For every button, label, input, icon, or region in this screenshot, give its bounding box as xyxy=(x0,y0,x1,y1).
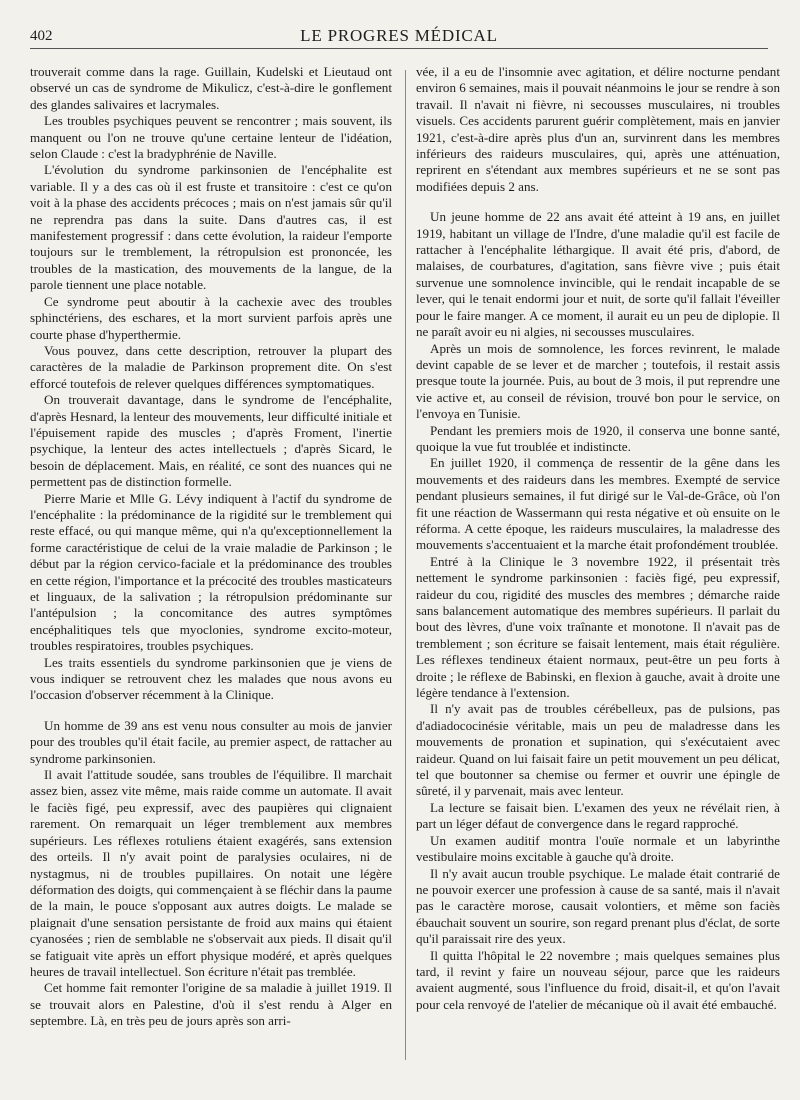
paragraph: Les troubles psychiques peuvent se rencontrer ; mais souvent, ils manquent ou l'on ne trouve qu'une certaine lenteur de l'idéation, selon Claude : c'est la bradyphrénie de Naville. xyxy=(30,113,392,162)
paragraph: Il n'y avait aucun trouble psychique. Le malade était contrarié de ne pouvoir exercer une profession à cause de sa santé, mais il n'avait pas le caractère morose, causait volontiers, et même son faciès ébauchait souvent un sourire, son regard prenant plus d'éclat, de sorte qu'il paraissait rire des yeux. xyxy=(416,865,780,947)
paragraph: Il avait l'attitude soudée, sans troubles de l'équilibre. Il marchait assez bien, assez vite même, mais raide comme un automate. Il avait le faciès figé, peu expressif, avec des paupières qui clignaient rarement. On remarquait un léger tremblement aux membres supérieurs. Les réflexes rotuliens étaient exagérés, sans extension des orteils. Il n'y avait point de paralysies oculaires, ni de nystagmus, ni de troubles pupillaires. On notait une légère déformation des doigts, qui commençaient à se fléchir dans la paume de la main, le pouce s'opposant aux autres doigts. Le malade se plaignait d'une sensation persistante de froid aux mains qui étaient cyanosées ; rien de semblable ne s'observait aux pieds. Il disait qu'il se fatiguait vite après un effort physique modéré, et après quelques heures de travail intellectuel. Son écriture n'était pas tremblée. xyxy=(30,767,392,979)
paragraph: Il n'y avait pas de troubles cérébelleux, pas de pulsions, pas d'adiadococinésie véritable, mais un peu de maladresse dans les mouvements de pronation et supination, qui s'exécutaient avec raideur. Quand on lui faisait faire un petit mouvement un peu délicat, tel que boutonner sa chemise ou fermer et ouvrir une épingle de sûreté, il y parvenait, mais avec lenteur. xyxy=(416,701,780,799)
journal-title: LE PROGRES MÉDICAL xyxy=(300,26,498,45)
paragraph: On trouverait davantage, dans le syndrome de l'encéphalite, d'après Hesnard, la lenteur des mouvements, leur difficulté initiale et l'épuisement rapide des muscles ; d'après Froment, l'inertie psychique, la lenteur des actes intellectuels ; d'après Sicard, le besoin de déplacement. Mais, en réalité, ce sont des nuances qui ne permettent pas de distinction formelle. xyxy=(30,392,392,490)
column-divider xyxy=(405,70,406,1060)
paragraph: L'évolution du syndrome parkinsonien de l'encéphalite est variable. Il y a des cas où il est fruste et transitoire : c'est ce qu'on voit à la phase des accidents précoces ; mais on n'est jamais sûr qu'il ne reprendra pas dans la suite. Dans d'autres cas, il est manifestement progressif : dans cette évolution, la raideur l'emporte toujours sur le tremblement, la rétropulsion est prononcée, les troubles de la mastication, des mouvements de la langue, de la parole tiennent une place notable. xyxy=(30,162,392,293)
paragraph: Cet homme fait remonter l'origine de sa maladie à juillet 1919. Il se trouvait alors en Palestine, d'où il s'est rendu à Alger en septembre. Là, en très peu de jours après son arri- xyxy=(30,980,392,1029)
paragraph: Un examen auditif montra l'ouïe normale et un labyrinthe vestibulaire moins excitable à gauche qu'à droite. xyxy=(416,832,780,865)
paragraph: Après un mois de somnolence, les forces revinrent, le malade devint capable de se lever et de marcher ; toutefois, il restait assis presque toute la journée. Puis, au bout de 3 mois, il put reprendre une vie active et, au conseil de révision, trouvé bon pour le service, on l'envoya en Tunisie. xyxy=(416,340,780,422)
paragraph: En juillet 1920, il commença de ressentir de la gêne dans les mouvements et des raideurs dans les membres. Exempté de service pendant plusieurs semaines, il fut dirigé sur le Val-de-Grâce, où l'on fit une réaction de Wassermann qui resta négative et où ensuite on le réforma. A cette époque, les raideurs musculaires, la maladresse des mouvements s'accentuaient et la marche était profondément troublée. xyxy=(416,455,780,553)
paragraph: trouverait comme dans la rage. Guillain, Kudelski et Lieutaud ont observé un cas de syndrome de Mikulicz, c'est-à-dire le gonflement des glandes salivaires et lacrymales. xyxy=(30,64,392,112)
paragraph: Entré à la Clinique le 3 novembre 1922, il présentait très nettement le syndrome parkinsonien : faciès figé, peu expressif, raideur du cou, rigidité des muscles des membres ; démarche raide sans balancement automatique des membres supérieurs. Il parlait du bout des lèvres, d'une voix traînante et monotone. Il n'avait pas de tremblement ; son écriture se faisait lentement, mais était régulière. Les réflexes tendineux étaient normaux, peut-être un peu forts à droite ; le réflexe de Babinski, en flexion à gauche, avait à droite une légère tendance à l'extension. xyxy=(416,553,780,701)
running-head xyxy=(30,22,768,49)
paragraph: vée, il a eu de l'insomnie avec agitation, et délire nocturne pendant environ 6 semaines, mais il pouvait néanmoins le jour se rendre à son travail. Il n'avait ni fièvre, ni secousses musculaires, ni troubles visuels. Ces accidents parurent guérir complètement, mais en janvier 1921, c'est-à-dire après plus d'un an, survinrent dans les membres inférieurs des raideurs musculaires, qui, après une atténuation, reprirent en s'étendant aux membres supérieurs et ne se sont pas modifiées depuis 2 ans. xyxy=(416,64,780,194)
left-column xyxy=(30,64,392,1030)
paragraph: Il quitta l'hôpital le 22 novembre ; mais quelques semaines plus tard, il revint y faire un nouveau séjour, parce que les raideurs avaient augmenté, sous l'influence du froid, disait-il, et qu'on l'avait pour cela renvoyé de l'atelier de mécanique où il avait été embauché. xyxy=(416,947,780,1012)
paragraph: La lecture se faisait bien. L'examen des yeux ne révélait rien, à part un léger défaut de convergence dans le regard rapproché. xyxy=(416,799,780,832)
paragraph: Pierre Marie et Mlle G. Lévy indiquent à l'actif du syndrome de l'encéphalite : la prédominance de la rigidité sur le tremblement qui reste effacé, ou qui manque même, qui n'a qu'exceptionnellement la forme caractéristique de celui de la vraie maladie de Parkinson ; le début par la région cervico-faciale et la prédominance des troubles en cette région, l'importance et la précocité des troubles masticateurs et linguaux, de la salivation ; la rétropulsion prédominante sur l'antépulsion ; la concomitance des autres symptômes encéphalitiques tels que myoclonies, syndrome excito-moteur, troubles respiratoires, troubles psychiques. xyxy=(30,490,392,654)
paragraph: Les traits essentiels du syndrome parkinsonien que je viens de vous indiquer se retrouvent chez les malades que nous avons eu l'occasion d'observer récemment à la Clinique. xyxy=(30,654,392,703)
right-column xyxy=(416,64,780,1013)
paragraph: Un jeune homme de 22 ans avait été atteint à 19 ans, en juillet 1919, habitant un village de l'Indre, d'une maladie qu'il est facile de rattacher à l'encéphalite léthargique. Il avait été pris, d'abord, de malaises, de courbatures, d'agitation, sans fièvre vive ; puis était survenue une somnolence invincible, qui le rendait incapable de se lever, qui le tenait endormi jour et nuit, de sorte qu'il fallait l'éveiller pour le faire manger. A ce moment, il aurait eu un peu de diplopie. Il ne paraît avoir eu ni algies, ni secousses musculaires. xyxy=(416,209,780,340)
paragraph: Pendant les premiers mois de 1920, il conserva une bonne santé, quoique la vue fut troublée et indistincte. xyxy=(416,422,780,454)
paragraph: Ce syndrome peut aboutir à la cachexie avec des troubles sphinctériens, des eschares, et la mort survient parfois après une courte phase d'hyperthermie. xyxy=(30,293,392,342)
paragraph: Un homme de 39 ans est venu nous consulter au mois de janvier pour des troubles qu'il était facile, au premier aspect, de rattacher au syndrome parkinsonien. xyxy=(30,717,392,766)
paragraph: Vous pouvez, dans cette description, retrouver la plupart des caractères de la maladie de Parkinson proprement dite. On s'est efforcé toutefois de relever quelques différences symptomatiques. xyxy=(30,342,392,391)
page-number: 402 xyxy=(30,28,53,44)
